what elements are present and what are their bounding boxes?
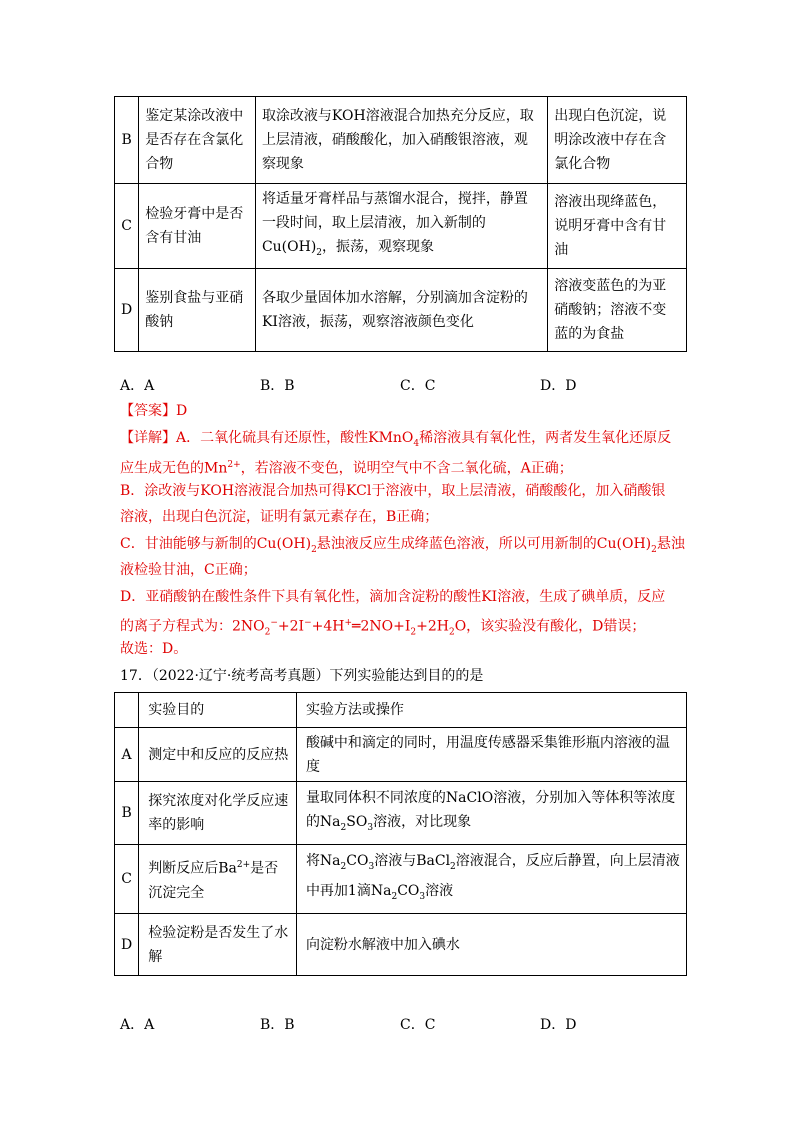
result-cell: 出现白色沉淀，说明涂改液中存在含氯化合物: [548, 97, 687, 184]
explanation-line-8: 的离子方程式为：$2NO_2^-+2I^-+4H^+═2NO+I_2+2H_2O$，该实验没有酸化，D错误；: [120, 618, 646, 638]
explanation-line-2: 应生成无色的$Mn^{2+}$，若溶液不变色，说明空气中不含二氧化硫，A正确；: [120, 460, 573, 477]
table-row: [115, 184, 687, 269]
method-cell: 各取少量固体加水溶解，分别滴加含淀粉的KI溶液，振荡，观察溶液颜色变化: [255, 269, 547, 352]
header-method: 实验方法或操作: [296, 693, 686, 728]
table-row: [115, 728, 687, 782]
option-b: B．B: [260, 1017, 295, 1033]
purpose-cell: 检验牙膏中是否含有甘油: [139, 184, 256, 269]
method-cell: [255, 184, 547, 269]
answer: [120, 398, 187, 424]
question-17-stem: 17．（2022·辽宁·统考高考真题）下列实验能达到目的的是: [120, 668, 484, 684]
option-d: D．D: [540, 378, 577, 394]
method-cell: 向淀粉水解液中加入碘水: [296, 914, 686, 976]
option-a: A．A: [120, 1017, 155, 1033]
table-row: [115, 269, 687, 352]
row-label: B: [115, 782, 139, 845]
explanation-line-4: 溶液，出现白色沉淀，证明有氯元素存在，B正确；: [120, 509, 439, 525]
row-label: D: [115, 269, 139, 352]
table-2: [114, 692, 687, 976]
row-label: D: [115, 914, 139, 976]
header-purpose: 实验目的: [139, 693, 297, 728]
row-label: B: [115, 97, 139, 184]
explanation-line-5: C．甘油能够与新制的$Cu(OH)_2$悬浊液反应生成绛蓝色溶液，所以可用新制的$Cu(OH)_2$悬浊: [120, 536, 685, 555]
table-row: [115, 97, 687, 184]
explanation-line-7: D．亚硝酸钠在酸性条件下具有氧化性，滴加含淀粉的酸性KI溶液，生成了碘单质，反应: [120, 589, 666, 605]
purpose-cell: 鉴定某涂改液中是否存在含氯化合物: [139, 97, 256, 184]
explanation-line-9: 故选：D。: [120, 641, 188, 657]
purpose-cell: 鉴别食盐与亚硝酸钠: [139, 269, 256, 352]
answer-label: 【答案】: [120, 403, 176, 419]
table-row: [115, 782, 687, 845]
method-cell: 量取同体积不同浓度的NaClO溶液，分别加入等体积等浓度的$Na_2SO_3$溶液，对比现象: [296, 782, 686, 845]
method-cell: 将$Na_2CO_3$溶液与BaCl$_2$溶液混合，反应后静置，向上层清液中再加1滴$Na_2CO_3$溶液: [296, 845, 686, 914]
purpose-cell: 判断反应后$Ba^{2+}$是否沉淀完全: [139, 845, 297, 914]
table-header-row: [115, 693, 687, 728]
row-label: C: [115, 845, 139, 914]
subscript: 2: [316, 247, 323, 258]
method-text: ，振荡，观察现象: [322, 239, 435, 256]
option-c: C．C: [400, 1017, 436, 1033]
explanation-line-3: B．涂改液与KOH溶液混合加热可得KCl于溶液中，取上层清液，硝酸酸化，加入硝酸银: [120, 483, 666, 499]
purpose-cell: 检验淀粉是否发生了水解: [139, 914, 297, 976]
explanation-line-1: 【详解】A．二氧化硫具有还原性，酸性KMnO$_4$稀溶液具有氧化性，两者发生氧化还原反: [120, 430, 672, 449]
row-label: C: [115, 184, 139, 269]
option-c: C．C: [400, 378, 436, 394]
table-1: [114, 96, 687, 352]
method-cell: 取涂改液与KOH溶液混合加热充分反应，取上层清液，硝酸酸化，加入硝酸银溶液，观察现象: [255, 97, 547, 184]
formula: Cu(OH): [261, 239, 317, 256]
table-row: [115, 914, 687, 976]
purpose-cell: 探究浓度对化学反应速率的影响: [139, 782, 297, 845]
option-a: A．A: [120, 378, 155, 394]
row-label: A: [115, 728, 139, 782]
option-d: D．D: [540, 1017, 577, 1033]
result-cell: 溶液变蓝色的为亚硝酸钠；溶液不变蓝的为食盐: [548, 269, 687, 352]
option-b: B．B: [260, 378, 295, 394]
table-row: [115, 845, 687, 914]
explanation-line-6: 液检验甘油，C正确；: [120, 562, 257, 578]
answer-value: D: [176, 403, 188, 419]
result-cell: 溶液出现绛蓝色，说明牙膏中含有甘油: [548, 184, 687, 269]
method-text: 将适量牙膏样品与蒸馏水混合，搅拌，静置一段时间，取上层清液，加入新制的: [261, 191, 528, 232]
purpose-cell: 测定中和反应的反应热: [139, 728, 297, 782]
method-cell: 酸碱中和滴定的同时，用温度传感器采集锥形瓶内溶液的温度: [296, 728, 686, 782]
